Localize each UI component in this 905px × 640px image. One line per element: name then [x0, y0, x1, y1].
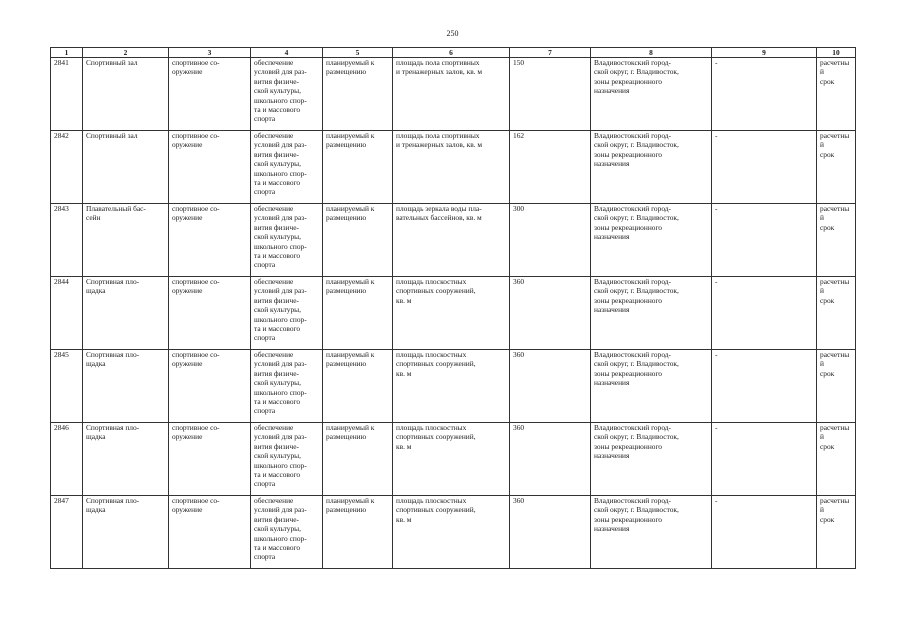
status-cell: планируемый к размещению [323, 496, 393, 569]
purpose-cell: обеспечение условий для раз- вития физиче- ской культуры, школьного спор- та и массового спорта [251, 496, 323, 569]
row-number-cell: 2847 [51, 496, 83, 569]
object-name-cell: Спортивная пло- щадка [83, 350, 169, 423]
purpose-cell: обеспечение условий для раз- вития физиче- ской культуры, школьного спор- та и массового спорта [251, 131, 323, 204]
characteristic-cell: площадь пола спортивных и тренажерных залов, кв. м [393, 131, 510, 204]
column-header: 3 [169, 48, 251, 58]
zone-cell: - [712, 277, 817, 350]
column-header: 9 [712, 48, 817, 58]
object-name-cell: Спортивная пло- щадка [83, 423, 169, 496]
location-cell: Владивостокский город- ской округ, г. Владивосток, зоны рекреационного назначения [591, 496, 712, 569]
status-cell: планируемый к размещению [323, 350, 393, 423]
purpose-cell: обеспечение условий для раз- вития физиче- ской культуры, школьного спор- та и массового спорта [251, 58, 323, 131]
term-cell: расчетный срок [817, 277, 856, 350]
characteristic-cell: площадь плоскостных спортивных сооружений, кв. м [393, 277, 510, 350]
header-row [51, 48, 856, 58]
status-cell: планируемый к размещению [323, 131, 393, 204]
value-cell: 300 [510, 204, 591, 277]
row-number-cell: 2841 [51, 58, 83, 131]
location-cell: Владивостокский город- ской округ, г. Владивосток, зоны рекреационного назначения [591, 58, 712, 131]
object-type-cell: спортивное со- оружение [169, 131, 251, 204]
characteristic-cell: площадь плоскостных спортивных сооружений, кв. м [393, 496, 510, 569]
table-row [51, 277, 856, 350]
purpose-cell: обеспечение условий для раз- вития физиче- ской культуры, школьного спор- та и массового спорта [251, 204, 323, 277]
row-number-cell: 2842 [51, 131, 83, 204]
value-cell: 162 [510, 131, 591, 204]
zone-cell: - [712, 131, 817, 204]
characteristic-cell: площадь плоскостных спортивных сооружений, кв. м [393, 423, 510, 496]
object-name-cell: Спортивная пло- щадка [83, 277, 169, 350]
objects-table [50, 47, 856, 569]
zone-cell: - [712, 423, 817, 496]
term-cell: расчетный срок [817, 423, 856, 496]
value-cell: 360 [510, 496, 591, 569]
zone-cell: - [712, 350, 817, 423]
value-cell: 360 [510, 350, 591, 423]
location-cell: Владивостокский город- ской округ, г. Владивосток, зоны рекреационного назначения [591, 277, 712, 350]
object-name-cell: Плавательный бас- сейн [83, 204, 169, 277]
characteristic-cell: площадь зеркала воды пла- вательных бассейнов, кв. м [393, 204, 510, 277]
term-cell: расчетный срок [817, 350, 856, 423]
location-cell: Владивостокский город- ской округ, г. Владивосток, зоны рекреационного назначения [591, 423, 712, 496]
location-cell: Владивостокский город- ской округ, г. Владивосток, зоны рекреационного назначения [591, 131, 712, 204]
object-type-cell: спортивное со- оружение [169, 277, 251, 350]
column-header: 4 [251, 48, 323, 58]
status-cell: планируемый к размещению [323, 58, 393, 131]
term-cell: расчетный срок [817, 496, 856, 569]
column-header: 2 [83, 48, 169, 58]
table-body [51, 58, 856, 569]
zone-cell: - [712, 496, 817, 569]
value-cell: 360 [510, 277, 591, 350]
object-name-cell: Спортивная пло- щадка [83, 496, 169, 569]
value-cell: 360 [510, 423, 591, 496]
table-row [51, 204, 856, 277]
object-name-cell: Спортивный зал [83, 58, 169, 131]
purpose-cell: обеспечение условий для раз- вития физиче- ской культуры, школьного спор- та и массового спорта [251, 350, 323, 423]
column-header: 8 [591, 48, 712, 58]
row-number-cell: 2843 [51, 204, 83, 277]
location-cell: Владивостокский город- ской округ, г. Владивосток, зоны рекреационного назначения [591, 350, 712, 423]
object-type-cell: спортивное со- оружение [169, 423, 251, 496]
characteristic-cell: площадь плоскостных спортивных сооружений, кв. м [393, 350, 510, 423]
table-row [51, 131, 856, 204]
status-cell: планируемый к размещению [323, 423, 393, 496]
characteristic-cell: площадь пола спортивных и тренажерных залов, кв. м [393, 58, 510, 131]
status-cell: планируемый к размещению [323, 277, 393, 350]
object-type-cell: спортивное со- оружение [169, 204, 251, 277]
term-cell: расчетный срок [817, 58, 856, 131]
column-header: 5 [323, 48, 393, 58]
table-row [51, 496, 856, 569]
column-header: 7 [510, 48, 591, 58]
row-number-cell: 2846 [51, 423, 83, 496]
status-cell: планируемый к размещению [323, 204, 393, 277]
table-row [51, 350, 856, 423]
object-name-cell: Спортивный зал [83, 131, 169, 204]
purpose-cell: обеспечение условий для раз- вития физиче- ской культуры, школьного спор- та и массового спорта [251, 277, 323, 350]
zone-cell: - [712, 204, 817, 277]
location-cell: Владивостокский город- ской округ, г. Владивосток, зоны рекреационного назначения [591, 204, 712, 277]
row-number-cell: 2845 [51, 350, 83, 423]
object-type-cell: спортивное со- оружение [169, 350, 251, 423]
term-cell: расчетный срок [817, 131, 856, 204]
purpose-cell: обеспечение условий для раз- вития физиче- ской культуры, школьного спор- та и массового спорта [251, 423, 323, 496]
column-header: 1 [51, 48, 83, 58]
object-type-cell: спортивное со- оружение [169, 58, 251, 131]
row-number-cell: 2844 [51, 277, 83, 350]
zone-cell: - [712, 58, 817, 131]
column-header: 6 [393, 48, 510, 58]
table-row [51, 423, 856, 496]
table-row [51, 58, 856, 131]
value-cell: 150 [510, 58, 591, 131]
object-type-cell: спортивное со- оружение [169, 496, 251, 569]
term-cell: расчетный срок [817, 204, 856, 277]
column-header: 10 [817, 48, 856, 58]
page-number: 250 [446, 29, 459, 38]
